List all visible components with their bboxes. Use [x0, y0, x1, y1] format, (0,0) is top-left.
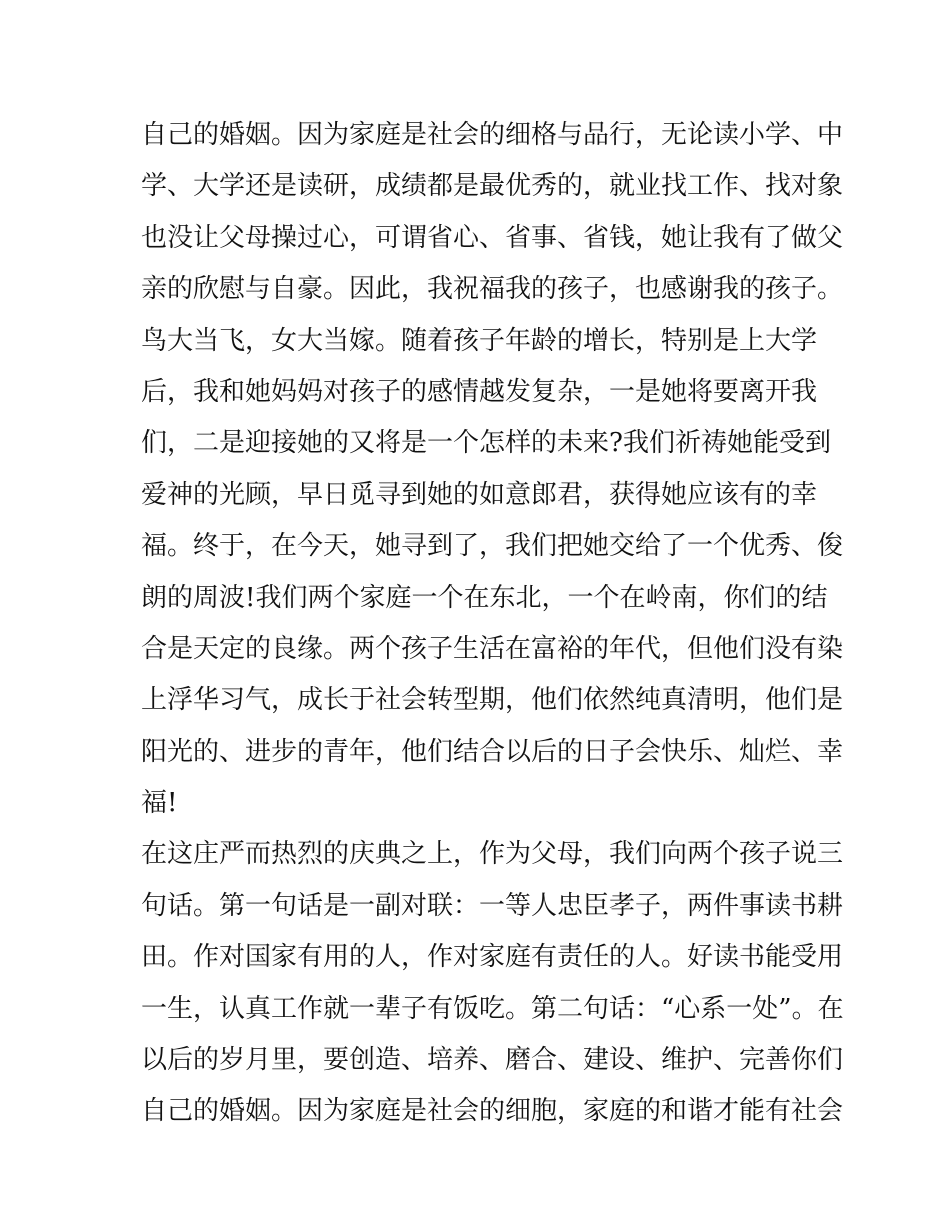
text-line: 上浮华习气，成长于社会转型期，他们依然纯真清明，他们是 [141, 685, 844, 716]
text-line: 鸟大当飞，女大当嫁。随着孩子年龄的增长，特别是上大学 [141, 325, 818, 356]
text-line: 自己的婚姻。因为家庭是社会的细格与品行，无论读小学、中 [141, 120, 844, 150]
text-line: 一生，认真工作就一辈子有饭吃。第二句话：“心系一处”。在 [141, 993, 844, 1024]
text-line: 以后的岁月里，要创造、培养、磨合、建设、维护、完善你们 [141, 1045, 844, 1076]
text-line: 自己的婚姻。因为家庭是社会的细胞，家庭的和谐才能有社会 [141, 1096, 844, 1127]
text-line: 合是天定的良缘。两个孩子生活在富裕的年代，但他们没有染 [141, 633, 844, 664]
text-line: 学、大学还是读研，成绩都是最优秀的，就业找工作、找对象 [141, 171, 844, 202]
text-line: 朗的周波!我们两个家庭一个在东北，一个在岭南，你们的结 [141, 582, 828, 613]
text-line: 福。终于，在今天，她寻到了，我们把她交给了一个优秀、俊 [141, 531, 844, 562]
text-line: 后，我和她妈妈对孩子的感情越发复杂，一是她将要离开我 [141, 376, 818, 407]
text-line: 也没让父母操过心，可谓省心、省事、省钱，她让我有了做父 [141, 222, 844, 253]
text-line: 们，二是迎接她的又将是一个怎样的未来?我们祈祷她能受到 [141, 428, 831, 459]
body-text [141, 110, 844, 1138]
text-line: 阳光的、进步的青年，他们结合以后的日子会快乐、灿烂、幸 [141, 736, 844, 767]
text-line: 亲的欣慰与自豪。因此，我祝福我的孩子，也感谢我的孩子。 [141, 274, 844, 305]
text-line: 福! [141, 788, 178, 819]
text-line: 爱神的光顾，早日觅寻到她的如意郎君，获得她应该有的幸 [141, 479, 818, 510]
text-line: 田。作对国家有用的人，作对家庭有责任的人。好读书能受用 [141, 942, 844, 973]
text-line: 句话。第一句话是一副对联：一等人忠臣孝子，两件事读书耕 [141, 890, 844, 921]
text-line: 在这庄严而热烈的庆典之上，作为父母，我们向两个孩子说三 [141, 839, 844, 870]
